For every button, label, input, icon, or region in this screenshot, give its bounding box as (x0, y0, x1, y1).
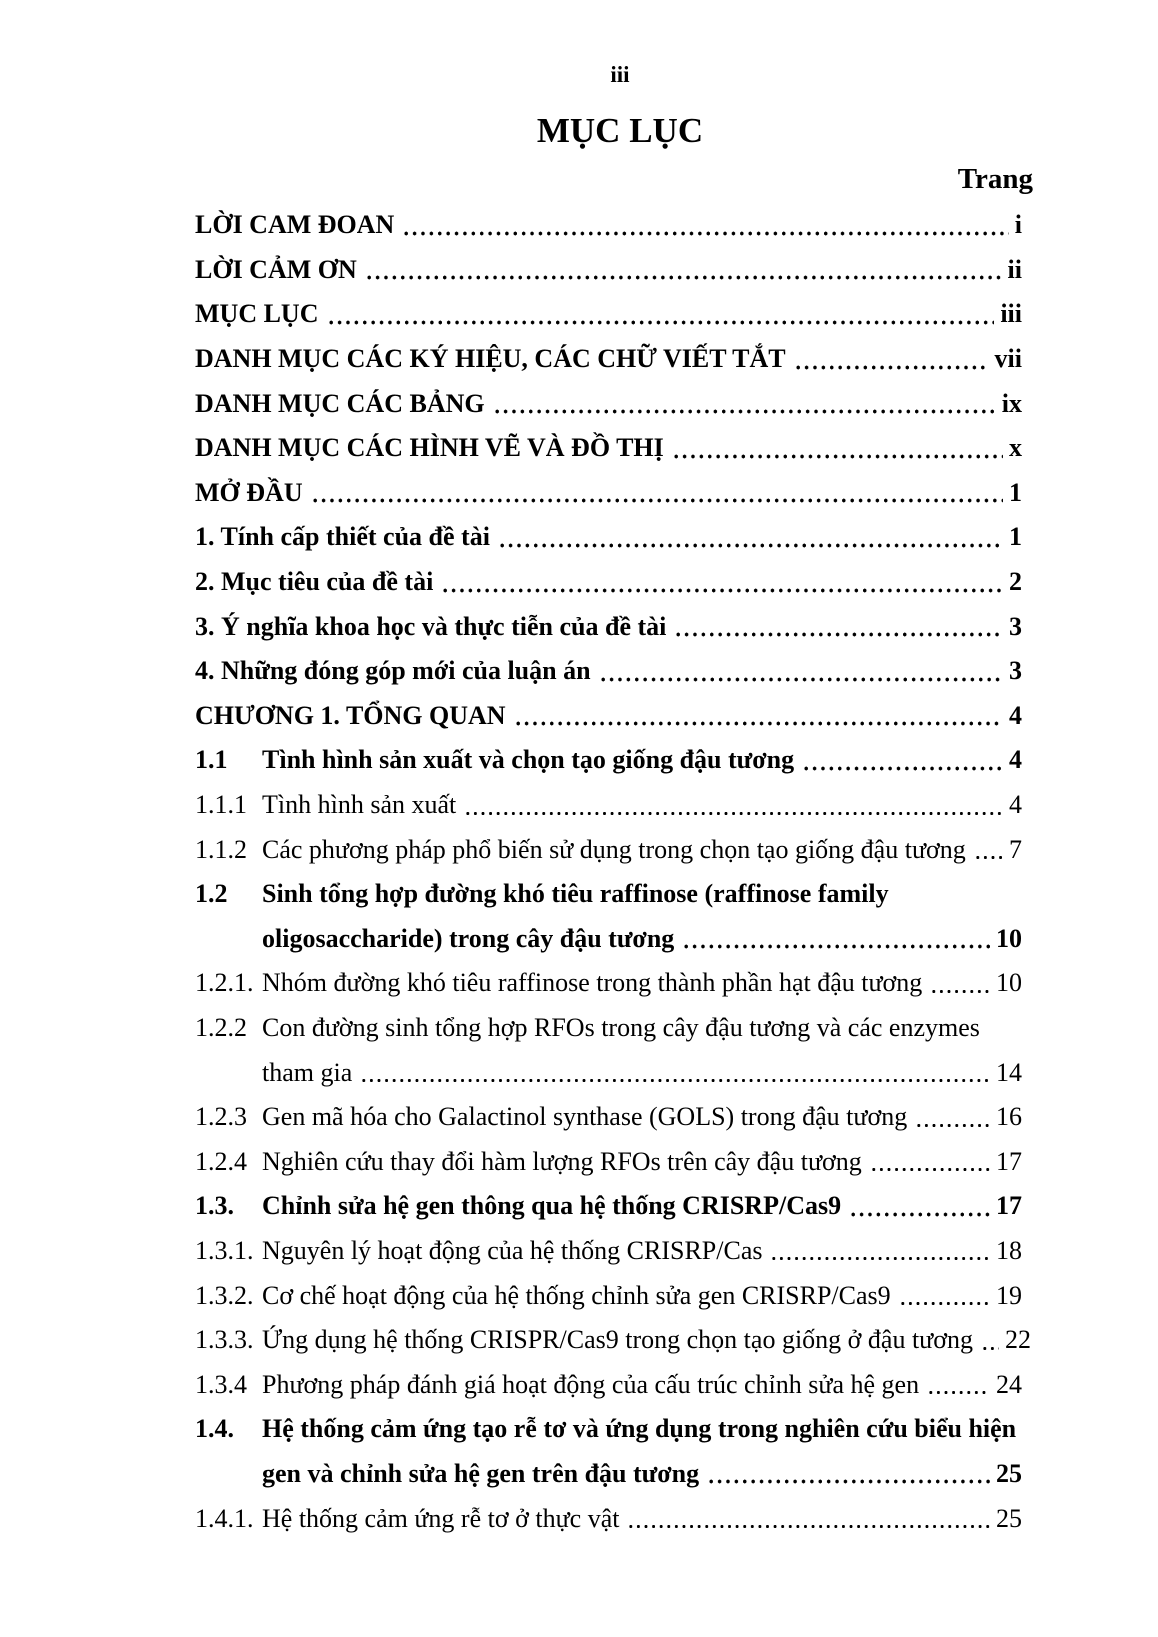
toc-entry-page: 2 (1009, 567, 1022, 597)
toc-entry-page: 3 (1009, 656, 1022, 686)
toc-entry-title: 1. Tính cấp thiết của đề tài (195, 522, 490, 552)
toc-entry (195, 248, 1022, 293)
toc-entry-page: i (1014, 210, 1022, 240)
toc-entry (195, 1273, 1022, 1318)
toc-entry-page: ii (1007, 254, 1022, 284)
toc-entry-page: 14 (996, 1057, 1022, 1087)
toc-entry (195, 1318, 1032, 1363)
toc-entry-page: 1 (1009, 522, 1022, 552)
toc-entry-page: ix (1001, 388, 1022, 418)
toc-entry (195, 1006, 1022, 1051)
toc-leader-dots (682, 944, 990, 949)
toc-entry (195, 917, 1022, 962)
toc-entry (195, 1362, 1022, 1407)
toc-entry-page: 3 (1009, 611, 1022, 641)
toc-entry-number: 1.4. (195, 1414, 234, 1444)
toc-entry-page: 10 (996, 968, 1022, 998)
toc-entry-page: x (1009, 433, 1022, 463)
toc-entry-title: DANH MỤC CÁC HÌNH VẼ VÀ ĐỒ THỊ (195, 433, 664, 463)
toc-entry-title: Sinh tổng hợp đường khó tiêu raffinose (raffinose family (262, 879, 889, 909)
toc-entry-number: 1.2.2 (195, 1012, 247, 1042)
toc-leader-dots (849, 1212, 990, 1217)
toc-entry-page: 1 (1009, 477, 1022, 507)
page-number-marker (0, 0, 1158, 88)
toc-entry (195, 1496, 1022, 1541)
toc-entry-number: 1.1 (195, 745, 228, 775)
toc-entry (195, 337, 1022, 382)
toc-entry-page: 4 (1009, 700, 1022, 730)
toc-entry (195, 783, 1022, 828)
toc-entry (195, 604, 1022, 649)
toc-entry-title: 3. Ý nghĩa khoa học và thực tiễn của đề tài (195, 611, 667, 641)
page-number-text: iii (610, 62, 630, 87)
toc-entry-title: Hệ thống cảm ứng tạo rễ tơ và ứng dụng trong nghiên cứu biểu hiện (262, 1414, 1017, 1444)
toc-entry-page: 4 (1009, 790, 1022, 820)
toc-leader-dots (974, 855, 1003, 860)
toc-leader-dots (493, 409, 996, 414)
toc-entry-number: 1.4.1. (195, 1503, 254, 1533)
toc-entry-title: Nghiên cứu thay đổi hàm lượng RFOs trên cây đậu tương (262, 1146, 862, 1176)
toc-entry-title: CHƯƠNG 1. TỔNG QUAN (195, 700, 506, 730)
page-column-header (0, 164, 1033, 194)
toc-entry-page: 16 (996, 1102, 1022, 1132)
toc-entry-number: 1.3.1. (195, 1235, 254, 1265)
toc-leader-dots (915, 1123, 990, 1128)
toc-entry-number: 1.2 (195, 879, 228, 909)
toc-entry (195, 1452, 1022, 1497)
toc-entry (195, 426, 1022, 471)
toc-entry (195, 381, 1022, 426)
toc-leader-dots (441, 588, 1003, 593)
toc-entry (195, 694, 1022, 739)
toc-entry (195, 1184, 1022, 1229)
toc-leader-dots (899, 1301, 990, 1306)
toc-entry-page: 7 (1009, 834, 1022, 864)
toc-entry-title: DANH MỤC CÁC BẢNG (195, 388, 485, 418)
toc-entry-number: 1.3. (195, 1191, 234, 1221)
toc-entry-title: Phương pháp đánh giá hoạt động của cấu trúc chỉnh sửa hệ gen (262, 1369, 920, 1399)
toc-leader-dots (981, 1346, 999, 1351)
toc-entry-page: iii (1000, 299, 1022, 329)
toc-entry-title: Cơ chế hoạt động của hệ thống chỉnh sửa gen CRISRP/Cas9 (262, 1280, 891, 1310)
toc-leader-dots (707, 1479, 990, 1484)
toc-entry-page: 17 (996, 1191, 1022, 1221)
toc-entry-title: DANH MỤC CÁC KÝ HIỆU, CÁC CHỮ VIẾT TẮT (195, 344, 786, 374)
toc-entry-number: 1.3.3. (195, 1325, 254, 1355)
toc-entry (195, 1050, 1022, 1095)
toc-entry-title: Các phương pháp phổ biến sử dụng trong chọn tạo giống đậu tương (262, 834, 966, 864)
toc-entry-page: vii (994, 344, 1022, 374)
toc-entry-title: LỜI CAM ĐOAN (195, 210, 395, 240)
toc-entry-number: 1.3.4 (195, 1369, 247, 1399)
toc-leader-dots (674, 632, 1003, 637)
toc-leader-dots (599, 677, 1003, 682)
toc-entry (195, 515, 1022, 560)
toc-entry-title: MỤC LỤC (195, 299, 319, 329)
toc-entry-number: 1.1.2 (195, 834, 247, 864)
toc-entry (195, 203, 1022, 248)
toc-entry-page: 25 (996, 1503, 1022, 1533)
toc-entry-title: Tình hình sản xuất và chọn tạo giống đậu tương (262, 745, 795, 775)
toc-entry (195, 961, 1022, 1006)
toc-leader-dots (514, 721, 1003, 726)
toc-leader-dots (311, 498, 1003, 503)
toc-entry-number: 1.2.1. (195, 968, 254, 998)
toc-entry (195, 649, 1022, 694)
toc-entry-title: Nhóm đường khó tiêu raffinose trong thành phần hạt đậu tương (262, 968, 923, 998)
toc-entry (195, 1095, 1022, 1140)
toc-entry (195, 1229, 1022, 1274)
toc-entry-title: gen và chỉnh sửa hệ gen trên đậu tương (262, 1458, 700, 1488)
toc-entry-page: 25 (996, 1458, 1022, 1488)
page-title (0, 111, 1158, 151)
toc-entry-page: 10 (996, 923, 1022, 953)
toc-entry (195, 738, 1022, 783)
toc-list (195, 203, 1032, 1541)
toc-entry-page: 4 (1009, 745, 1022, 775)
toc-leader-dots (464, 811, 1003, 816)
toc-entry-title: LỜI CẢM ƠN (195, 254, 357, 284)
toc-entry-title: Chỉnh sửa hệ gen thông qua hệ thống CRISRP/Cas9 (262, 1191, 842, 1221)
toc-entry (195, 827, 1022, 872)
toc-entry-page: 22 (1005, 1325, 1032, 1355)
toc-leader-dots (365, 275, 1002, 280)
toc-entry-number: 1.2.4 (195, 1146, 247, 1176)
toc-entry-number: 1.2.3 (195, 1102, 247, 1132)
toc-entry (195, 560, 1022, 605)
toc-entry-title: 2. Mục tiêu của đề tài (195, 567, 434, 597)
toc-entry (195, 872, 1022, 917)
page-title-text: MỤC LỤC (536, 111, 704, 150)
page-column-header-text: Trang (957, 163, 1033, 195)
toc-leader-dots (627, 1524, 990, 1529)
toc-leader-dots (402, 231, 1008, 236)
toc-entry-title: tham gia (262, 1057, 353, 1087)
toc-entry-title: 4. Những đóng góp mới của luận án (195, 656, 591, 686)
toc-leader-dots (930, 989, 990, 994)
toc-entry-page: 19 (996, 1280, 1022, 1310)
toc-entry-title: Ứng dụng hệ thống CRISPR/Cas9 trong chọn tạo giống ở đậu tương (262, 1325, 974, 1355)
toc-entry-title: Tình hình sản xuất (262, 790, 457, 820)
toc-leader-dots (802, 766, 1003, 771)
toc-entry (195, 1139, 1022, 1184)
toc-leader-dots (672, 454, 1003, 459)
toc-entry-title: Con đường sinh tổng hợp RFOs trong cây đậu tương và các enzymes (262, 1012, 980, 1042)
toc-leader-dots (360, 1078, 990, 1083)
toc-entry (195, 1407, 1022, 1452)
toc-entry-page: 24 (996, 1369, 1022, 1399)
toc-entry-number: 1.3.2. (195, 1280, 254, 1310)
toc-entry-page: 17 (996, 1146, 1022, 1176)
toc-entry (195, 292, 1022, 337)
toc-leader-dots (870, 1167, 990, 1172)
toc-entry-page: 18 (996, 1235, 1022, 1265)
toc-entry-number: 1.1.1 (195, 790, 247, 820)
toc-entry-title: oligosaccharide) trong cây đậu tương (262, 923, 675, 953)
toc-entry-title: Hệ thống cảm ứng rễ tơ ở thực vật (262, 1503, 620, 1533)
toc-leader-dots (794, 365, 989, 370)
toc-entry (195, 471, 1022, 516)
toc-entry-title: Nguyên lý hoạt động của hệ thống CRISRP/Cas (262, 1235, 763, 1265)
toc-leader-dots (927, 1390, 990, 1395)
toc-entry-title: MỞ ĐẦU (195, 477, 303, 507)
toc-leader-dots (498, 543, 1003, 548)
toc-leader-dots (327, 320, 995, 325)
toc-leader-dots (770, 1256, 990, 1261)
toc-entry-title: Gen mã hóa cho Galactinol synthase (GOLS) trong đậu tương (262, 1102, 908, 1132)
